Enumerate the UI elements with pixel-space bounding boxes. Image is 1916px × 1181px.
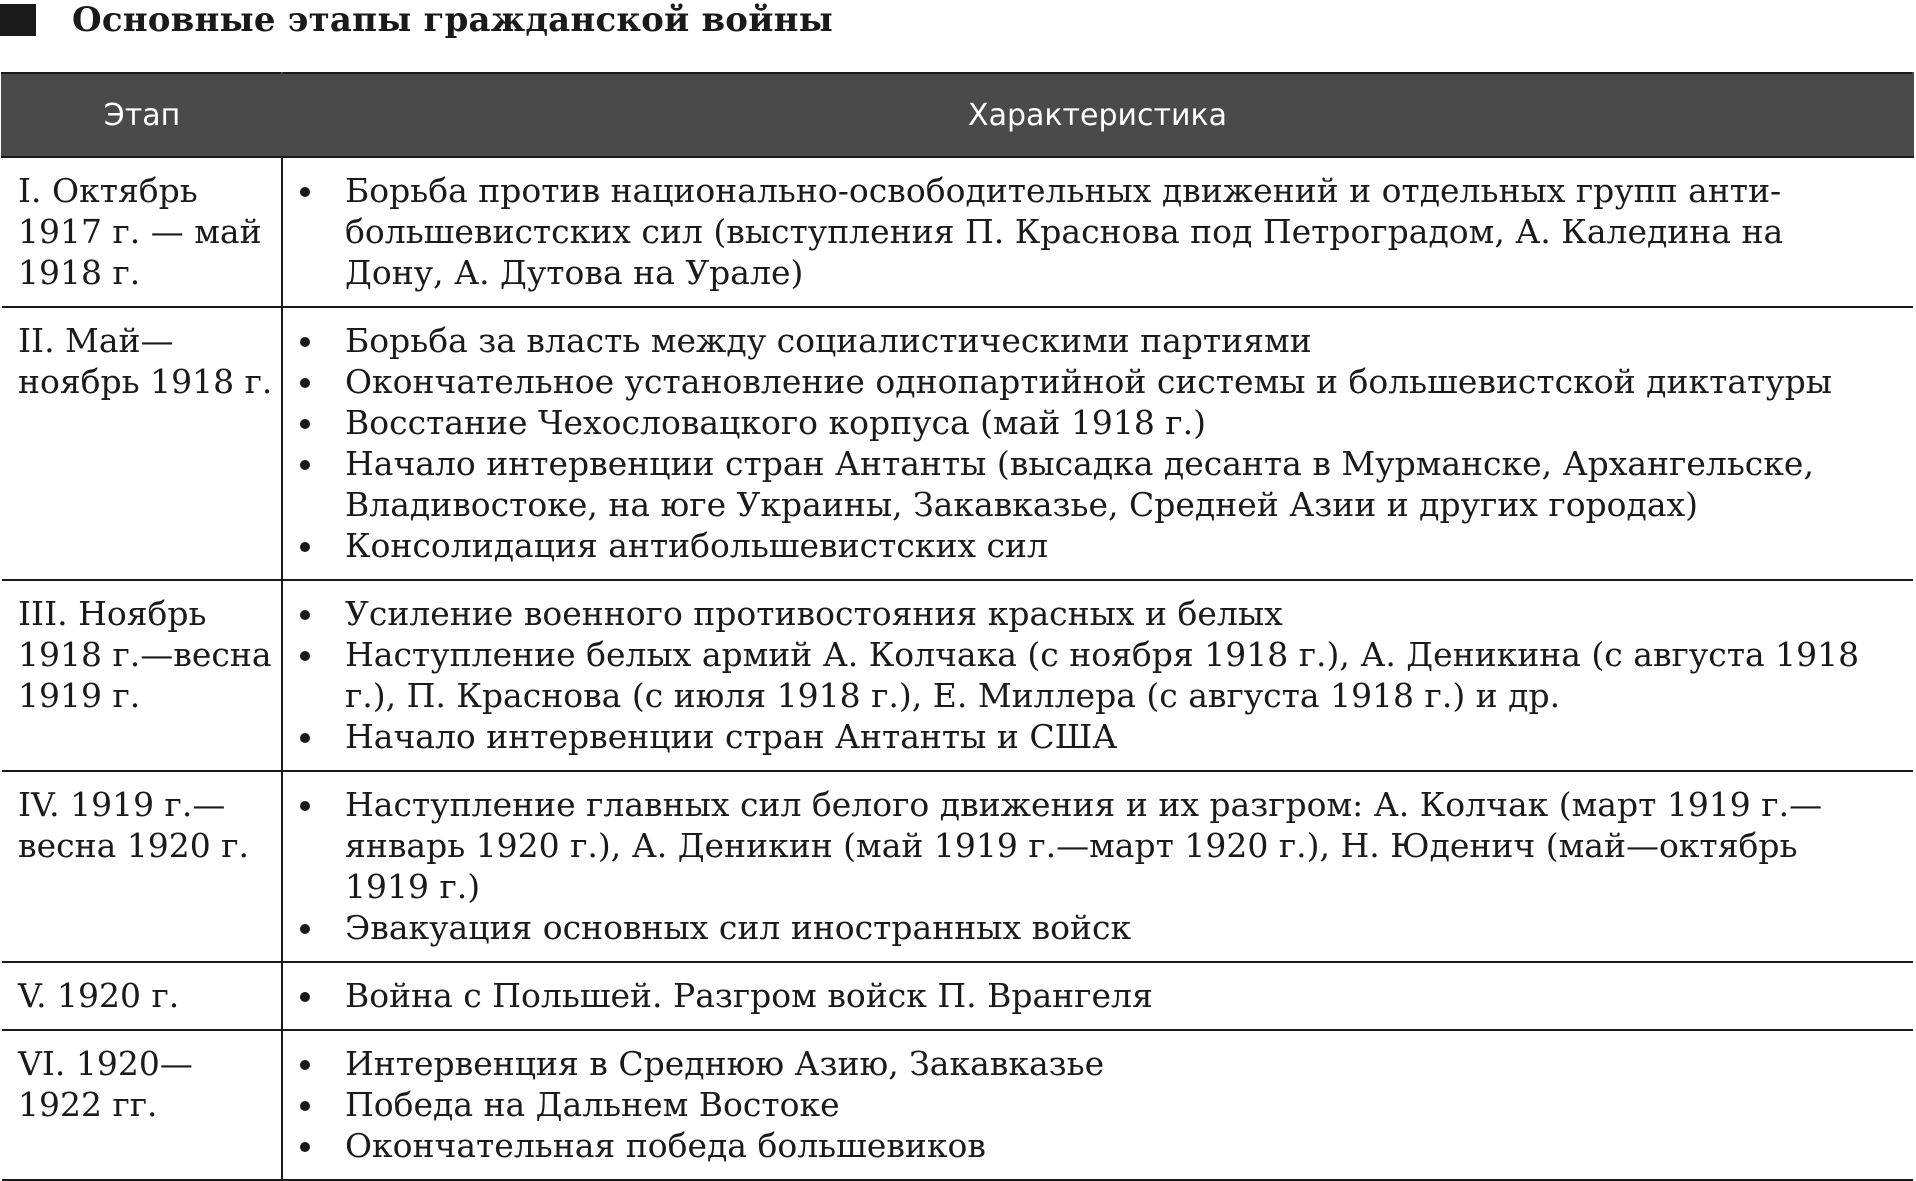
page-title: Основные этапы гражданской войны xyxy=(72,0,833,40)
table-body xyxy=(2,157,1913,1180)
bullet-list xyxy=(283,593,1913,757)
stage-cell: II. Май—ноябрь 1918 г. xyxy=(2,307,282,580)
description-cell xyxy=(282,580,1913,771)
list-item: Борьба против национально-освободительных движений и отдельных групп анти-большевистских сил (выступления П. Краснова под Петроградом, А. Каледина на Дону, А. Дутова на Урале) xyxy=(283,170,1913,293)
description-cell xyxy=(282,771,1913,962)
table-row xyxy=(2,962,1913,1030)
table-row xyxy=(2,580,1913,771)
list-item: Окончательное установление однопартийной системы и большевистской диктатуры xyxy=(283,361,1913,402)
list-item: Восстание Чехословацкого корпуса (май 1918 г.) xyxy=(283,402,1913,443)
list-item: Наступление белых армий А. Колчака (с ноября 1918 г.), А. Деникина (с августа 1918 г.), П. Краснова (с июля 1918 г.), Е. Миллера (с августа 1918 г.) и др. xyxy=(283,634,1913,716)
stage-cell: I. Октябрь 1917 г. — май 1918 г. xyxy=(2,157,282,307)
list-item: Интервенция в Среднюю Азию, Закавказье xyxy=(283,1043,1913,1084)
bullet-list xyxy=(283,784,1913,948)
stage-cell: III. Ноябрь 1918 г.—весна 1919 г. xyxy=(2,580,282,771)
table-header-row xyxy=(2,73,1913,157)
stage-cell: VI. 1920— 1922 гг. xyxy=(2,1030,282,1180)
column-header-description: Характеристика xyxy=(282,73,1913,157)
table-row xyxy=(2,1030,1913,1180)
table-row xyxy=(2,771,1913,962)
list-item: Окончательная победа большевиков xyxy=(283,1125,1913,1166)
square-bullet-icon xyxy=(0,4,36,36)
table-row xyxy=(2,157,1913,307)
list-item: Наступление главных сил белого движения и их разгром: А. Колчак (март 1919 г.— январь 1920 г.), А. Деникин (май 1919 г.—март 1920 г.), Н. Юденич (май—октябрь 1919 г.) xyxy=(283,784,1913,907)
page-title-row xyxy=(0,0,833,40)
list-item: Победа на Дальнем Востоке xyxy=(283,1084,1913,1125)
list-item: Борьба за власть между социалистическими партиями xyxy=(283,320,1913,361)
list-item: Эвакуация основных сил иностранных войск xyxy=(283,907,1913,948)
list-item: Консолидация антибольшевистских сил xyxy=(283,525,1913,566)
description-cell xyxy=(282,962,1913,1030)
stages-table xyxy=(1,72,1914,1181)
list-item: Начало интервенции стран Антанты (высадка десанта в Мурманске, Архангельске, Владивостоке, на юге Украины, Закавказье, Средней Азии и других городах) xyxy=(283,443,1913,525)
list-item: Война с Польшей. Разгром войск П. Врангеля xyxy=(283,975,1913,1016)
stage-cell: V. 1920 г. xyxy=(2,962,282,1030)
description-cell xyxy=(282,307,1913,580)
table-row xyxy=(2,307,1913,580)
bullet-list xyxy=(283,170,1913,293)
stage-cell: IV. 1919 г.— весна 1920 г. xyxy=(2,771,282,962)
list-item: Начало интервенции стран Антанты и США xyxy=(283,716,1913,757)
description-cell xyxy=(282,1030,1913,1180)
description-cell xyxy=(282,157,1913,307)
bullet-list xyxy=(283,975,1913,1016)
bullet-list xyxy=(283,1043,1913,1166)
column-header-stage: Этап xyxy=(2,73,282,157)
list-item: Усиление военного противостояния красных и белых xyxy=(283,593,1913,634)
bullet-list xyxy=(283,320,1913,566)
